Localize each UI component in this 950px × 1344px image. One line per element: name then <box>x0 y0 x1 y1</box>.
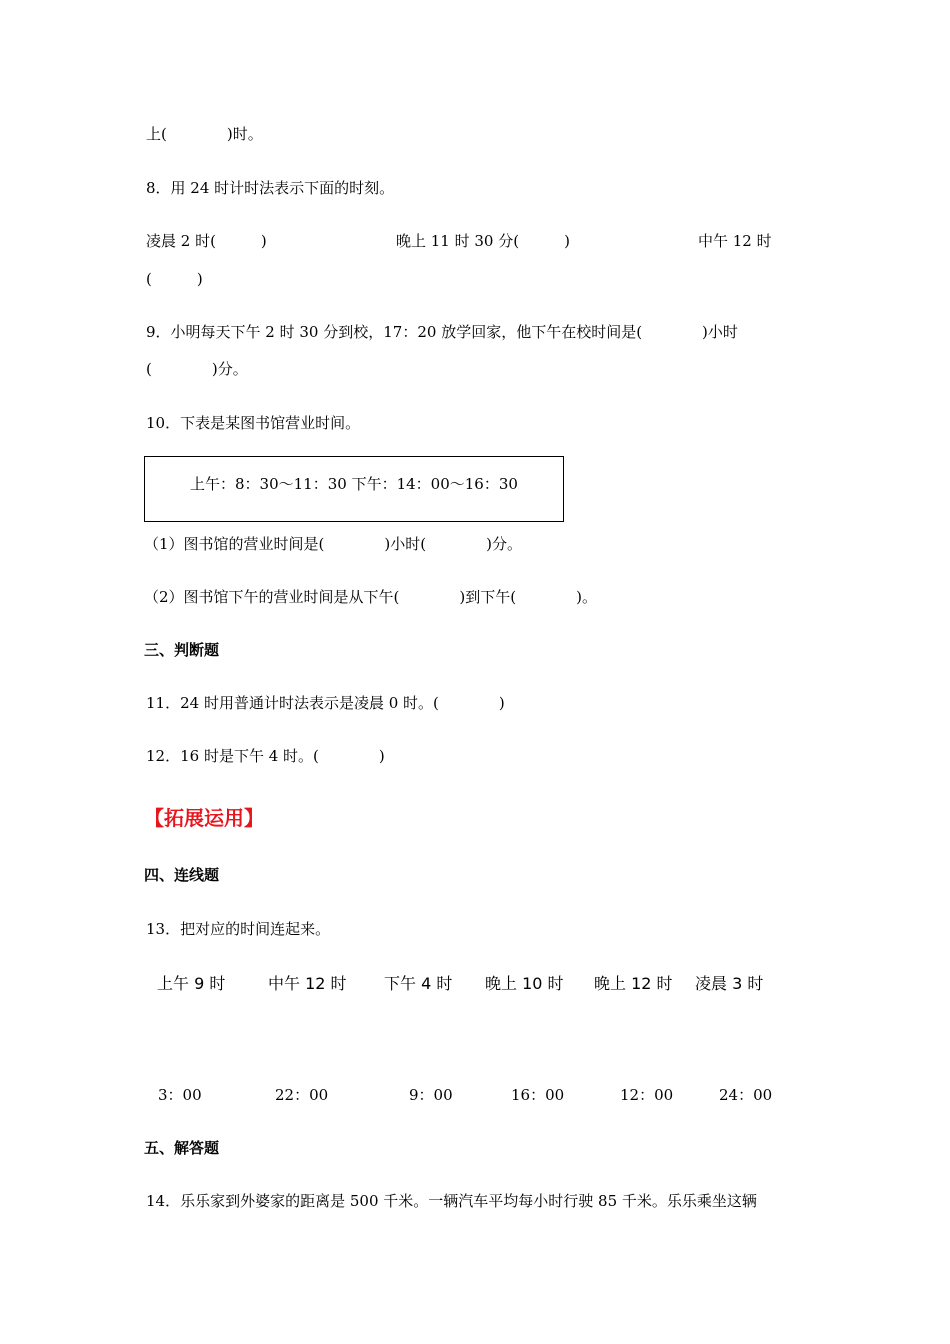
q8-item-b: 晚上 11 时 30 分( ) <box>396 232 570 250</box>
question-10-2: （2）图书馆下午的营业时间是从下午( )到下午( )。 <box>144 588 597 606</box>
question-13: 13．把对应的时间连起来。 <box>146 920 331 938</box>
q7-tail: 上( )时。 <box>146 125 263 143</box>
question-9-line1: 9．小明每天下午 2 时 30 分到校，17：20 放学回家，他下午在校时间是( )小时 <box>146 323 738 341</box>
match-bottom-3[interactable]: 9：00 <box>409 1086 453 1104</box>
section-5-heading: 五、解答题 <box>144 1139 220 1157</box>
match-top-2[interactable]: 中午 12 时 <box>268 974 347 993</box>
match-top-1[interactable]: 上午 9 时 <box>157 974 226 993</box>
match-top-5[interactable]: 晚上 12 时 <box>594 974 673 993</box>
question-10-1: （1）图书馆的营业时间是( )小时( )分。 <box>144 535 522 553</box>
q8-item-c-blank: ( ) <box>146 270 203 288</box>
match-top-3[interactable]: 下午 4 时 <box>384 974 453 993</box>
match-bottom-2[interactable]: 22：00 <box>275 1086 329 1104</box>
q8-item-c: 中午 12 时 <box>698 232 772 250</box>
question-11: 11．24 时用普通计时法表示是凌晨 0 时。( ) <box>146 694 505 712</box>
match-top-4[interactable]: 晚上 10 时 <box>485 974 564 993</box>
section-4-heading: 四、连线题 <box>144 866 220 884</box>
match-top-6[interactable]: 凌晨 3 时 <box>695 974 764 993</box>
match-bottom-5[interactable]: 12：00 <box>620 1086 674 1104</box>
question-8: 8．用 24 时计时法表示下面的时刻。 <box>146 179 395 197</box>
question-10: 10．下表是某图书馆营业时间。 <box>146 414 361 432</box>
hours-table-text: 上午：8：30～11：30 下午：14：00～16：30 <box>190 475 518 493</box>
match-bottom-1[interactable]: 3：00 <box>158 1086 202 1104</box>
q8-item-a: 凌晨 2 时( ) <box>146 232 267 250</box>
question-12: 12．16 时是下午 4 时。( ) <box>146 747 385 765</box>
match-bottom-4[interactable]: 16：00 <box>511 1086 565 1104</box>
question-9-line2: ( )分。 <box>146 360 248 378</box>
match-bottom-6[interactable]: 24：00 <box>719 1086 773 1104</box>
question-14: 14．乐乐家到外婆家的距离是 500 千米。一辆汽车平均每小时行驶 85 千米。乐乐乘坐这辆 <box>146 1192 757 1210</box>
section-3-heading: 三、判断题 <box>144 641 220 659</box>
hours-table <box>144 456 564 522</box>
extend-section-title: 【拓展运用】 <box>144 806 264 830</box>
